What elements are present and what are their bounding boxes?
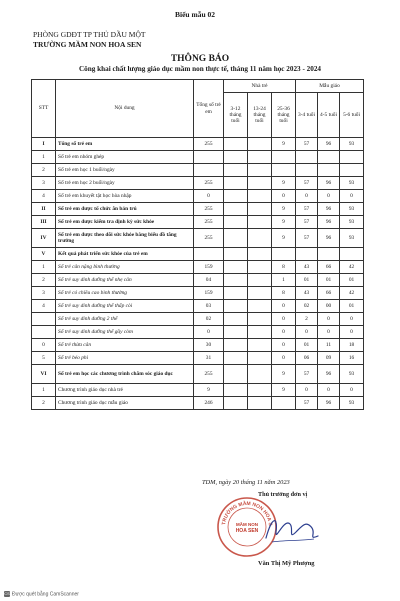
svg-text:HOA SEN: HOA SEN [235,528,259,534]
row-content: Số trẻ em được tổ chức ăn bán trú [56,203,194,216]
row-total: 0 [194,190,224,203]
document-title: THÔNG BÁO [170,54,230,64]
row-content: Tổng số trẻ em [56,138,194,151]
table-row [32,384,364,397]
table-row [32,300,364,313]
row-content: Số trẻ em được kiểm tra định kỳ sức khỏe [56,216,194,229]
row-cell: 57 [296,365,318,384]
row-cell [340,248,364,261]
row-cell: 18 [340,339,364,352]
row-cell: 93 [340,229,364,248]
row-stt: 1 [32,261,56,274]
row-cell [318,151,340,164]
row-cell: 0 [318,384,340,397]
row-cell: 9 [272,138,296,151]
row-cell: 09 [318,352,340,365]
table-row [32,326,364,339]
row-cell: 93 [340,177,364,190]
row-cell [224,274,248,287]
row-cell [248,365,272,384]
row-stt: II [32,203,56,216]
table-row [32,313,364,326]
row-cell [224,138,248,151]
row-content: Số trẻ cân nặng bình thường [56,261,194,274]
table-row [32,339,364,352]
row-content: Số trẻ thừa cân [56,339,194,352]
row-total: 30 [194,339,224,352]
row-cell [224,248,248,261]
row-cell: 01 [296,274,318,287]
row-stt [32,326,56,339]
row-cell: 0 [272,300,296,313]
row-total: 255 [194,229,224,248]
row-cell: 11 [318,339,340,352]
row-cell: 96 [318,397,340,410]
header-sub: 25-36 tháng tuổi [272,93,296,138]
header-stt: STT [32,80,56,138]
row-stt: III [32,216,56,229]
row-content: Số trẻ em học 1 buổi/ngày [56,164,194,177]
row-cell: 0 [340,326,364,339]
row-cell [224,190,248,203]
row-content: Số trẻ suy dinh dưỡng thể nhẹ cân [56,274,194,287]
row-cell: 9 [272,177,296,190]
row-cell: 57 [296,397,318,410]
row-cell: 00 [318,300,340,313]
row-cell: 0 [340,190,364,203]
row-content: Số trẻ em được theo dõi sức khỏe bằng biểu đồ tăng trưởng [56,229,194,248]
row-cell: 93 [340,216,364,229]
row-cell [224,365,248,384]
document-subtitle: Công khai chất lượng giáo dục mầm non thực tế, tháng 11 năm học 2023 - 2024 [78,65,322,73]
row-cell: 8 [272,261,296,274]
row-total: 31 [194,352,224,365]
header-content: Nội dung [56,80,194,138]
row-cell: 0 [340,384,364,397]
row-cell [224,397,248,410]
row-cell [248,287,272,300]
row-cell: 57 [296,138,318,151]
row-cell [248,177,272,190]
table-row [32,138,364,151]
row-cell: 02 [296,300,318,313]
header-maugiao: Mẫu giáo [296,80,364,93]
row-cell: 0 [296,384,318,397]
row-cell: 2 [296,313,318,326]
table-row [32,203,364,216]
row-stt: 3 [32,177,56,190]
row-cell [224,352,248,365]
row-cell [248,313,272,326]
row-cell: 42 [340,287,364,300]
row-cell [224,313,248,326]
row-total [194,248,224,261]
row-content: Số trẻ béo phì [56,352,194,365]
row-total [194,164,224,177]
row-cell [340,151,364,164]
row-cell: 01 [340,300,364,313]
row-stt: 5 [32,352,56,365]
header-sub: 5-6 tuổi [340,93,364,138]
svg-text:TRƯỜNG MẦM NON HOA SEN: TRƯỜNG MẦM NON HOA S [221,500,274,527]
row-cell [224,339,248,352]
row-stt: 0 [32,339,56,352]
row-cell [248,203,272,216]
row-cell [248,397,272,410]
row-cell [248,229,272,248]
row-content: Số trẻ em học các chương trình chăm sóc giáo dục [56,365,194,384]
row-cell [248,190,272,203]
row-cell: 0 [340,313,364,326]
row-cell [272,164,296,177]
row-cell [318,248,340,261]
table-row [32,397,364,410]
row-cell [224,177,248,190]
row-cell [296,151,318,164]
row-total: 0 [194,326,224,339]
row-cell [224,229,248,248]
row-cell [248,274,272,287]
row-cell: 93 [340,397,364,410]
row-cell: 01 [318,274,340,287]
row-cell: 9 [272,384,296,397]
table-row [32,216,364,229]
row-cell: 0 [296,326,318,339]
header-nhatre: Nhà trẻ [224,80,296,93]
table-row [32,151,364,164]
row-cell: 0 [272,352,296,365]
row-cell [248,261,272,274]
row-cell [248,164,272,177]
org-line-2: TRƯỜNG MẦM NON HOA SEN [33,40,142,49]
row-cell: 57 [296,229,318,248]
row-stt: IV [32,229,56,248]
table-row [32,190,364,203]
row-cell [224,164,248,177]
table-row [32,274,364,287]
signature-role: Thủ trưởng đơn vị [258,491,308,498]
row-cell [224,287,248,300]
row-total: 04 [194,274,224,287]
row-cell [224,326,248,339]
row-cell [224,261,248,274]
row-total: 255 [194,365,224,384]
row-cell: 96 [318,138,340,151]
row-cell [224,300,248,313]
row-content: Số trẻ suy dinh dưỡng thể gầy còm [56,326,194,339]
table-row [32,352,364,365]
row-cell: 0 [272,190,296,203]
row-stt: 3 [32,287,56,300]
row-content: Số trẻ có chiều cao bình thường [56,287,194,300]
row-cell: 06 [296,352,318,365]
row-cell: 0 [272,339,296,352]
header-sub: 13-24 tháng tuổi [248,93,272,138]
row-total: 9 [194,384,224,397]
row-total: 02 [194,313,224,326]
row-cell [248,326,272,339]
row-content: Số trẻ suy dinh dưỡng 2 thể [56,313,194,326]
row-cell: 43 [296,261,318,274]
row-total: 255 [194,216,224,229]
row-total [194,151,224,164]
row-stt: VI [32,365,56,384]
row-cell: 96 [318,216,340,229]
row-stt [32,313,56,326]
row-cell [248,300,272,313]
row-stt: 1 [32,384,56,397]
row-cell: 43 [296,287,318,300]
row-content: Chương trình giáo dục nhà trẻ [56,384,194,397]
row-cell [272,151,296,164]
row-cell: 01 [296,339,318,352]
header-sub: 4-5 tuổi [318,93,340,138]
camscanner-icon: CS [4,591,10,596]
row-total: 255 [194,203,224,216]
quality-table [31,79,364,410]
row-cell: 57 [296,216,318,229]
row-cell: 93 [340,365,364,384]
table-row [32,164,364,177]
row-cell [224,151,248,164]
row-cell: 96 [318,203,340,216]
row-cell: 0 [318,313,340,326]
row-cell: 0 [318,190,340,203]
row-cell: 9 [272,229,296,248]
row-stt: 2 [32,164,56,177]
row-cell [340,164,364,177]
org-line-1: PHÒNG GDĐT TP THỦ DẦU MỘT [33,30,146,39]
table-row [32,229,364,248]
row-stt: V [32,248,56,261]
row-cell [272,397,296,410]
row-cell: 8 [272,287,296,300]
row-cell: 57 [296,203,318,216]
row-stt: I [32,138,56,151]
row-cell: 96 [318,177,340,190]
row-cell: 0 [272,313,296,326]
handwritten-signature [262,510,322,550]
scanner-label: Được quét bằng CamScanner [12,591,79,598]
row-stt: 4 [32,190,56,203]
row-total: 159 [194,261,224,274]
row-cell [318,164,340,177]
header-sub: 3-4 tuổi [296,93,318,138]
row-cell: 93 [340,138,364,151]
row-stt: 4 [32,300,56,313]
row-cell [296,248,318,261]
scanner-watermark [4,591,79,597]
row-cell [248,352,272,365]
row-cell: 66 [318,287,340,300]
row-total: 03 [194,300,224,313]
row-stt: 1 [32,151,56,164]
row-cell [272,248,296,261]
row-cell: 9 [272,365,296,384]
row-cell [248,151,272,164]
row-cell: 16 [340,352,364,365]
row-cell: 1 [272,274,296,287]
row-cell [224,203,248,216]
row-cell [224,384,248,397]
signer-name: Văn Thị Mỹ Phượng [258,560,315,567]
table-row [32,261,364,274]
row-cell [248,384,272,397]
row-content: Chương trình giáo dục mẫu giáo [56,397,194,410]
row-cell [248,216,272,229]
row-cell [296,164,318,177]
row-cell: 66 [318,261,340,274]
row-cell: 93 [340,203,364,216]
table-row [32,177,364,190]
svg-text:MẦM NON: MẦM NON [236,522,258,527]
row-stt: 2 [32,397,56,410]
row-content: Số trẻ em nhóm ghép [56,151,194,164]
row-total: 255 [194,177,224,190]
header-total: Tổng số trẻ em [194,80,224,138]
table-row [32,287,364,300]
table-row [32,365,364,384]
row-cell: 96 [318,365,340,384]
row-cell: 42 [340,261,364,274]
row-cell [248,138,272,151]
row-content: Kết quả phát triển sức khỏe của trẻ em [56,248,194,261]
row-cell: 01 [340,274,364,287]
row-total: 246 [194,397,224,410]
row-cell: 9 [272,203,296,216]
row-content: Số trẻ suy dinh dưỡng thể thấp còi [56,300,194,313]
form-number: Biểu mẫu 02 [175,10,216,19]
row-cell: 0 [296,190,318,203]
row-cell: 0 [318,326,340,339]
row-cell [224,216,248,229]
row-cell [248,339,272,352]
row-content: Số trẻ em khuyết tật học hòa nhập [56,190,194,203]
row-stt: 2 [32,274,56,287]
row-cell: 96 [318,229,340,248]
row-cell [248,248,272,261]
row-total: 159 [194,287,224,300]
row-cell: 9 [272,216,296,229]
signature-date: TDM, ngày 20 tháng 11 năm 2023 [202,479,290,486]
table-row [32,248,364,261]
row-cell: 57 [296,177,318,190]
row-content: Số trẻ em học 2 buổi/ngày [56,177,194,190]
header-sub: 3-12 tháng tuổi [224,93,248,138]
row-cell: 0 [272,326,296,339]
row-total: 255 [194,138,224,151]
